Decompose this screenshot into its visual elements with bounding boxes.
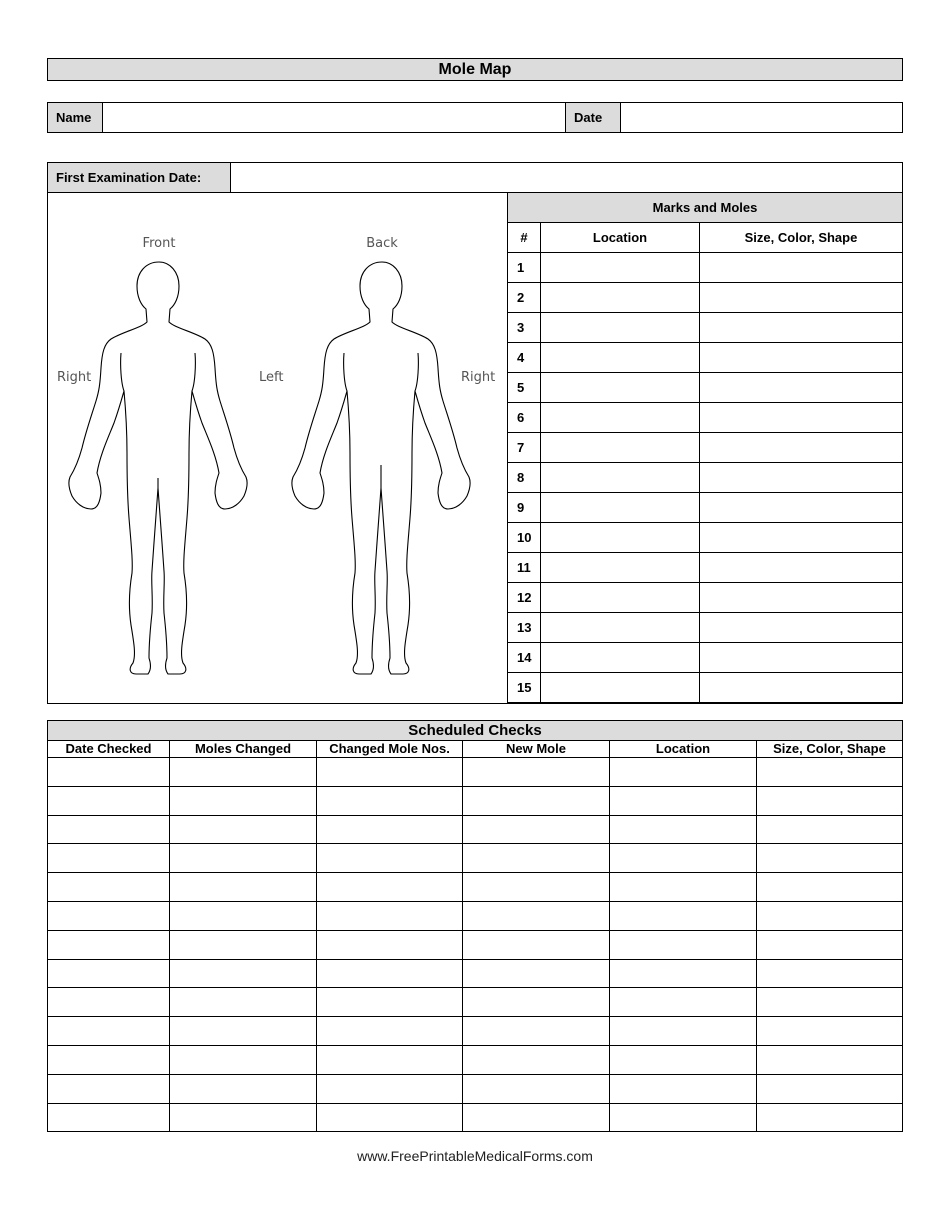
mole-row bbox=[508, 373, 903, 403]
mole-number: 1 bbox=[508, 253, 541, 283]
check-cell[interactable] bbox=[170, 873, 317, 902]
check-cell[interactable] bbox=[48, 873, 170, 902]
scheduled-checks-title: Scheduled Checks bbox=[47, 720, 903, 740]
mole-size-color-shape-cell[interactable] bbox=[700, 253, 903, 283]
footer-url: www.FreePrintableMedicalForms.com bbox=[357, 1148, 593, 1164]
checks-col-header: Size, Color, Shape bbox=[757, 741, 903, 758]
check-cell[interactable] bbox=[463, 901, 610, 930]
check-cell[interactable] bbox=[463, 758, 610, 787]
mole-size-color-shape-cell[interactable] bbox=[700, 343, 903, 373]
check-row bbox=[48, 1074, 903, 1103]
check-cell[interactable] bbox=[317, 1074, 463, 1103]
date-label: Date bbox=[566, 103, 621, 133]
check-cell[interactable] bbox=[317, 786, 463, 815]
check-row bbox=[48, 815, 903, 844]
check-cell[interactable] bbox=[48, 786, 170, 815]
mole-row bbox=[508, 313, 903, 343]
checks-col-header: Date Checked bbox=[48, 741, 170, 758]
name-field[interactable] bbox=[103, 103, 566, 133]
check-cell[interactable] bbox=[170, 1017, 317, 1046]
check-cell[interactable] bbox=[610, 1045, 757, 1074]
check-cell[interactable] bbox=[610, 1074, 757, 1103]
check-cell[interactable] bbox=[48, 815, 170, 844]
check-cell[interactable] bbox=[170, 930, 317, 959]
check-cell[interactable] bbox=[610, 901, 757, 930]
check-row bbox=[48, 1103, 903, 1132]
check-cell[interactable] bbox=[463, 930, 610, 959]
check-cell[interactable] bbox=[757, 1045, 903, 1074]
mole-location-cell[interactable] bbox=[541, 433, 700, 463]
check-cell[interactable] bbox=[170, 988, 317, 1017]
check-cell[interactable] bbox=[48, 1074, 170, 1103]
checks-col-header: Changed Mole Nos. bbox=[317, 741, 463, 758]
check-cell[interactable] bbox=[317, 930, 463, 959]
mole-size-color-shape-cell[interactable] bbox=[700, 613, 903, 643]
mole-size-color-shape-cell[interactable] bbox=[700, 313, 903, 343]
check-cell[interactable] bbox=[610, 959, 757, 988]
check-row bbox=[48, 988, 903, 1017]
mole-row bbox=[508, 433, 903, 463]
check-cell[interactable] bbox=[317, 873, 463, 902]
back-right-label: Right bbox=[461, 370, 496, 385]
mole-number: 14 bbox=[508, 643, 541, 673]
check-row bbox=[48, 873, 903, 902]
mole-number: 11 bbox=[508, 553, 541, 583]
mole-row bbox=[508, 253, 903, 283]
col-number: # bbox=[508, 223, 541, 253]
mole-location-cell[interactable] bbox=[541, 493, 700, 523]
check-row bbox=[48, 844, 903, 873]
check-cell[interactable] bbox=[170, 786, 317, 815]
check-row bbox=[48, 758, 903, 787]
check-cell[interactable] bbox=[463, 786, 610, 815]
check-cell[interactable] bbox=[48, 1017, 170, 1046]
mole-size-color-shape-cell[interactable] bbox=[700, 433, 903, 463]
patient-info-table bbox=[47, 102, 903, 133]
checks-col-header: New Mole bbox=[463, 741, 610, 758]
check-cell[interactable] bbox=[170, 1074, 317, 1103]
check-cell[interactable] bbox=[170, 959, 317, 988]
check-cell[interactable] bbox=[48, 1103, 170, 1132]
mole-location-cell[interactable] bbox=[541, 343, 700, 373]
check-cell[interactable] bbox=[757, 959, 903, 988]
back-body-outline bbox=[292, 262, 470, 674]
check-cell[interactable] bbox=[170, 758, 317, 787]
check-cell[interactable] bbox=[317, 1017, 463, 1046]
check-cell[interactable] bbox=[757, 1103, 903, 1132]
mole-location-cell[interactable] bbox=[541, 373, 700, 403]
mole-size-color-shape-cell[interactable] bbox=[700, 493, 903, 523]
col-location: Location bbox=[541, 223, 700, 253]
mole-size-color-shape-cell[interactable] bbox=[700, 583, 903, 613]
check-cell[interactable] bbox=[48, 758, 170, 787]
check-cell[interactable] bbox=[317, 1103, 463, 1132]
check-cell[interactable] bbox=[610, 758, 757, 787]
check-cell[interactable] bbox=[610, 930, 757, 959]
front-right-label: Right bbox=[57, 370, 92, 385]
check-cell[interactable] bbox=[48, 930, 170, 959]
mole-number: 4 bbox=[508, 343, 541, 373]
mole-row bbox=[508, 673, 903, 703]
check-cell[interactable] bbox=[757, 901, 903, 930]
mole-number: 7 bbox=[508, 433, 541, 463]
mole-location-cell[interactable] bbox=[541, 673, 700, 703]
marks-and-moles-table bbox=[507, 192, 903, 703]
checks-header-row bbox=[48, 741, 903, 758]
check-cell[interactable] bbox=[610, 1103, 757, 1132]
check-cell[interactable] bbox=[610, 1017, 757, 1046]
check-cell[interactable] bbox=[610, 786, 757, 815]
check-cell[interactable] bbox=[757, 844, 903, 873]
mole-location-cell[interactable] bbox=[541, 553, 700, 583]
check-row bbox=[48, 959, 903, 988]
check-row bbox=[48, 930, 903, 959]
mole-size-color-shape-cell[interactable] bbox=[700, 463, 903, 493]
col-size-color-shape: Size, Color, Shape bbox=[700, 223, 903, 253]
mole-number: 10 bbox=[508, 523, 541, 553]
check-cell[interactable] bbox=[170, 1045, 317, 1074]
check-cell[interactable] bbox=[317, 815, 463, 844]
mole-row bbox=[508, 403, 903, 433]
mole-location-cell[interactable] bbox=[541, 643, 700, 673]
mole-number: 9 bbox=[508, 493, 541, 523]
mole-number: 12 bbox=[508, 583, 541, 613]
check-row bbox=[48, 786, 903, 815]
check-cell[interactable] bbox=[757, 1074, 903, 1103]
check-cell[interactable] bbox=[170, 815, 317, 844]
left-label: Left bbox=[259, 370, 284, 385]
mole-number: 13 bbox=[508, 613, 541, 643]
mole-row bbox=[508, 523, 903, 553]
scheduled-checks-table bbox=[47, 740, 903, 1132]
check-cell[interactable] bbox=[463, 959, 610, 988]
date-field[interactable] bbox=[621, 103, 903, 133]
mole-row bbox=[508, 553, 903, 583]
check-cell[interactable] bbox=[48, 1045, 170, 1074]
check-cell[interactable] bbox=[757, 815, 903, 844]
check-cell[interactable] bbox=[170, 901, 317, 930]
page-title: Mole Map bbox=[47, 58, 903, 81]
check-cell[interactable] bbox=[317, 844, 463, 873]
mole-row bbox=[508, 613, 903, 643]
mole-location-cell[interactable] bbox=[541, 523, 700, 553]
check-cell[interactable] bbox=[757, 988, 903, 1017]
check-cell[interactable] bbox=[610, 988, 757, 1017]
mole-size-color-shape-cell[interactable] bbox=[700, 283, 903, 313]
body-diagram bbox=[48, 193, 507, 703]
mole-location-cell[interactable] bbox=[541, 463, 700, 493]
exam-date-field[interactable] bbox=[230, 162, 903, 193]
check-cell[interactable] bbox=[463, 1045, 610, 1074]
check-cell[interactable] bbox=[463, 1103, 610, 1132]
marks-and-moles-title: Marks and Moles bbox=[508, 193, 903, 223]
exam-date-label: First Examination Date: bbox=[47, 162, 231, 193]
mole-size-color-shape-cell[interactable] bbox=[700, 553, 903, 583]
check-cell[interactable] bbox=[317, 901, 463, 930]
mole-row bbox=[508, 283, 903, 313]
check-cell[interactable] bbox=[48, 901, 170, 930]
mole-row bbox=[508, 583, 903, 613]
check-cell[interactable] bbox=[757, 873, 903, 902]
check-row bbox=[48, 1017, 903, 1046]
check-cell[interactable] bbox=[463, 873, 610, 902]
mole-location-cell[interactable] bbox=[541, 283, 700, 313]
check-cell[interactable] bbox=[757, 1017, 903, 1046]
check-row bbox=[48, 1045, 903, 1074]
check-cell[interactable] bbox=[48, 844, 170, 873]
check-cell[interactable] bbox=[463, 1074, 610, 1103]
check-cell[interactable] bbox=[757, 930, 903, 959]
check-cell[interactable] bbox=[757, 758, 903, 787]
back-label: Back bbox=[366, 236, 398, 251]
check-cell[interactable] bbox=[463, 988, 610, 1017]
mole-size-color-shape-cell[interactable] bbox=[700, 673, 903, 703]
mole-number: 6 bbox=[508, 403, 541, 433]
check-cell[interactable] bbox=[317, 1045, 463, 1074]
mole-size-color-shape-cell[interactable] bbox=[700, 373, 903, 403]
check-cell[interactable] bbox=[170, 1103, 317, 1132]
mole-location-cell[interactable] bbox=[541, 583, 700, 613]
mole-row bbox=[508, 463, 903, 493]
mole-size-color-shape-cell[interactable] bbox=[700, 403, 903, 433]
mole-location-cell[interactable] bbox=[541, 403, 700, 433]
mole-row bbox=[508, 493, 903, 523]
check-cell[interactable] bbox=[757, 786, 903, 815]
mole-location-cell[interactable] bbox=[541, 313, 700, 343]
checks-col-header: Moles Changed bbox=[170, 741, 317, 758]
check-cell[interactable] bbox=[170, 844, 317, 873]
check-cell[interactable] bbox=[317, 988, 463, 1017]
front-body-outline bbox=[69, 262, 247, 674]
mole-size-color-shape-cell[interactable] bbox=[700, 523, 903, 553]
check-cell[interactable] bbox=[610, 873, 757, 902]
mole-row bbox=[508, 643, 903, 673]
check-cell[interactable] bbox=[610, 844, 757, 873]
mole-location-cell[interactable] bbox=[541, 253, 700, 283]
check-cell[interactable] bbox=[317, 758, 463, 787]
check-cell[interactable] bbox=[48, 959, 170, 988]
mole-number: 5 bbox=[508, 373, 541, 403]
mole-number: 15 bbox=[508, 673, 541, 703]
mole-location-cell[interactable] bbox=[541, 613, 700, 643]
front-label: Front bbox=[142, 236, 176, 251]
mole-number: 2 bbox=[508, 283, 541, 313]
moles-rows bbox=[508, 253, 903, 703]
mole-number: 3 bbox=[508, 313, 541, 343]
mole-size-color-shape-cell[interactable] bbox=[700, 643, 903, 673]
mole-row bbox=[508, 343, 903, 373]
checks-col-header: Location bbox=[610, 741, 757, 758]
check-row bbox=[48, 901, 903, 930]
mole-number: 8 bbox=[508, 463, 541, 493]
name-label: Name bbox=[48, 103, 103, 133]
check-cell[interactable] bbox=[48, 988, 170, 1017]
check-cell[interactable] bbox=[610, 815, 757, 844]
check-cell[interactable] bbox=[463, 844, 610, 873]
check-cell[interactable] bbox=[317, 959, 463, 988]
check-cell[interactable] bbox=[463, 815, 610, 844]
check-cell[interactable] bbox=[463, 1017, 610, 1046]
